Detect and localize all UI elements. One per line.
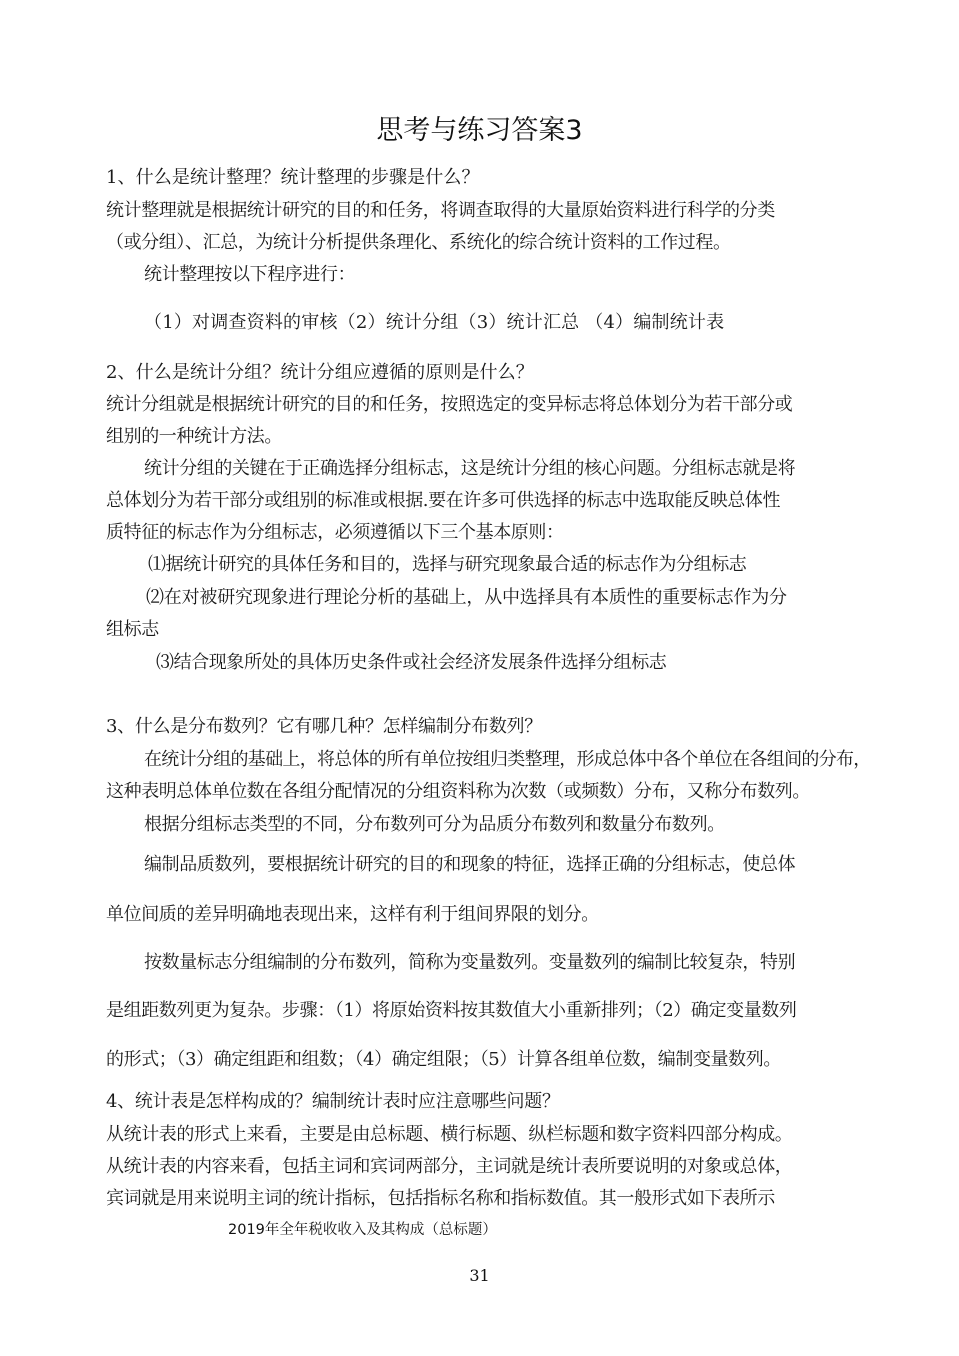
question-2: 2、什么是统计分组？统计分组应遵循的原则是什么？ [106, 362, 534, 383]
answer-1-line-2: （或分组）、汇总，为统计分析提供条理化、系统化的综合统计资料的工作过程。 [106, 232, 731, 253]
answer-3-line-5: 单位间质的差异明确地表现出来，这样有利于组间界限的划分。 [106, 904, 599, 925]
answer-2-line-2: 组别的一种统计方法。 [106, 426, 282, 447]
answer-3-line-4: 编制品质数列，要根据统计研究的目的和现象的特征，选择正确的分组标志，使总体 [144, 854, 796, 875]
answer-2-line-5: 质特征的标志作为分组标志，必须遵循以下三个基本原则： [106, 522, 564, 543]
answer-1-line-1: 统计整理就是根据统计研究的目的和任务，将调查取得的大量原始资料进行科学的分类 [106, 200, 775, 221]
answer-3-line-1: 在统计分组的基础上，将总体的所有单位按组归类整理，形成总体中各个单位在各组间的分布， [144, 749, 871, 770]
answer-2-line-1: 统计分组就是根据统计研究的目的和任务，按照选定的变异标志将总体划分为若干部分或 [106, 394, 793, 415]
page-number: 31 [469, 1266, 490, 1285]
principle-2-cont: 组标志 [106, 619, 159, 640]
answer-4-line-3: 宾词就是用来说明主词的统计指标，包括指标名称和指标数值。其一般形式如下表所示 [106, 1188, 775, 1209]
question-3: 3、什么是分布数列？它有哪几种？怎样编制分布数列？ [106, 716, 542, 737]
answer-4-line-2: 从统计表的内容来看，包括主词和宾词两部分，主词就是统计表所要说明的对象或总体， [106, 1156, 793, 1177]
answer-3-line-8: 的形式；（3）确定组距和组数；（4）确定组限；（5）计算各组单位数，编制变量数列。 [106, 1049, 781, 1070]
table-caption: 2019年全年税收收入及其构成（总标题） [228, 1222, 497, 1238]
answer-2-line-4: 总体划分为若干部分或组别的标准或根据.要在许多可供选择的标志中选取能反映总体性 [106, 490, 781, 511]
answer-2-line-3: 统计分组的关键在于正确选择分组标志，这是统计分组的核心问题。分组标志就是将 [144, 458, 796, 479]
answer-3-line-2: 这种表明总体单位数在各组分配情况的分组资料称为次数（或频数）分布，又称分布数列。 [106, 781, 810, 802]
question-1: 1、什么是统计整理？统计整理的步骤是什么？ [106, 167, 480, 188]
principle-2: ⑵在对被研究现象进行理论分析的基础上，从中选择具有本质性的重要标志作为分 [146, 587, 787, 608]
question-4: 4、统计表是怎样构成的？编制统计表时应注意哪些问题？ [106, 1091, 560, 1112]
answer-3-line-7: 是组距数列更为复杂。步骤：（1）将原始资料按其数值大小重新排列；（2）确定变量数列 [106, 1000, 797, 1021]
principle-1: ⑴据统计研究的具体任务和目的，选择与研究现象最合适的标志作为分组标志 [148, 554, 747, 575]
answer-1-steps: （1）对调查资料的审核（2）统计分组（3）统计汇总 （4）编制统计表 [144, 312, 725, 333]
page-title: 思考与练习答案3 [376, 115, 583, 146]
answer-4-line-1: 从统计表的形式上来看，主要是由总标题、横行标题、纵栏标题和数字资料四部分构成。 [106, 1124, 793, 1145]
answer-3-line-6: 按数量标志分组编制的分布数列，简称为变量数列。变量数列的编制比较复杂，特别 [144, 952, 796, 973]
principle-3: ⑶结合现象所处的具体历史条件或社会经济发展条件选择分组标志 [156, 652, 667, 673]
answer-3-line-3: 根据分组标志类型的不同，分布数列可分为品质分布数列和数量分布数列。 [144, 814, 725, 835]
answer-1-line-3: 统计整理按以下程序进行： [144, 264, 356, 285]
